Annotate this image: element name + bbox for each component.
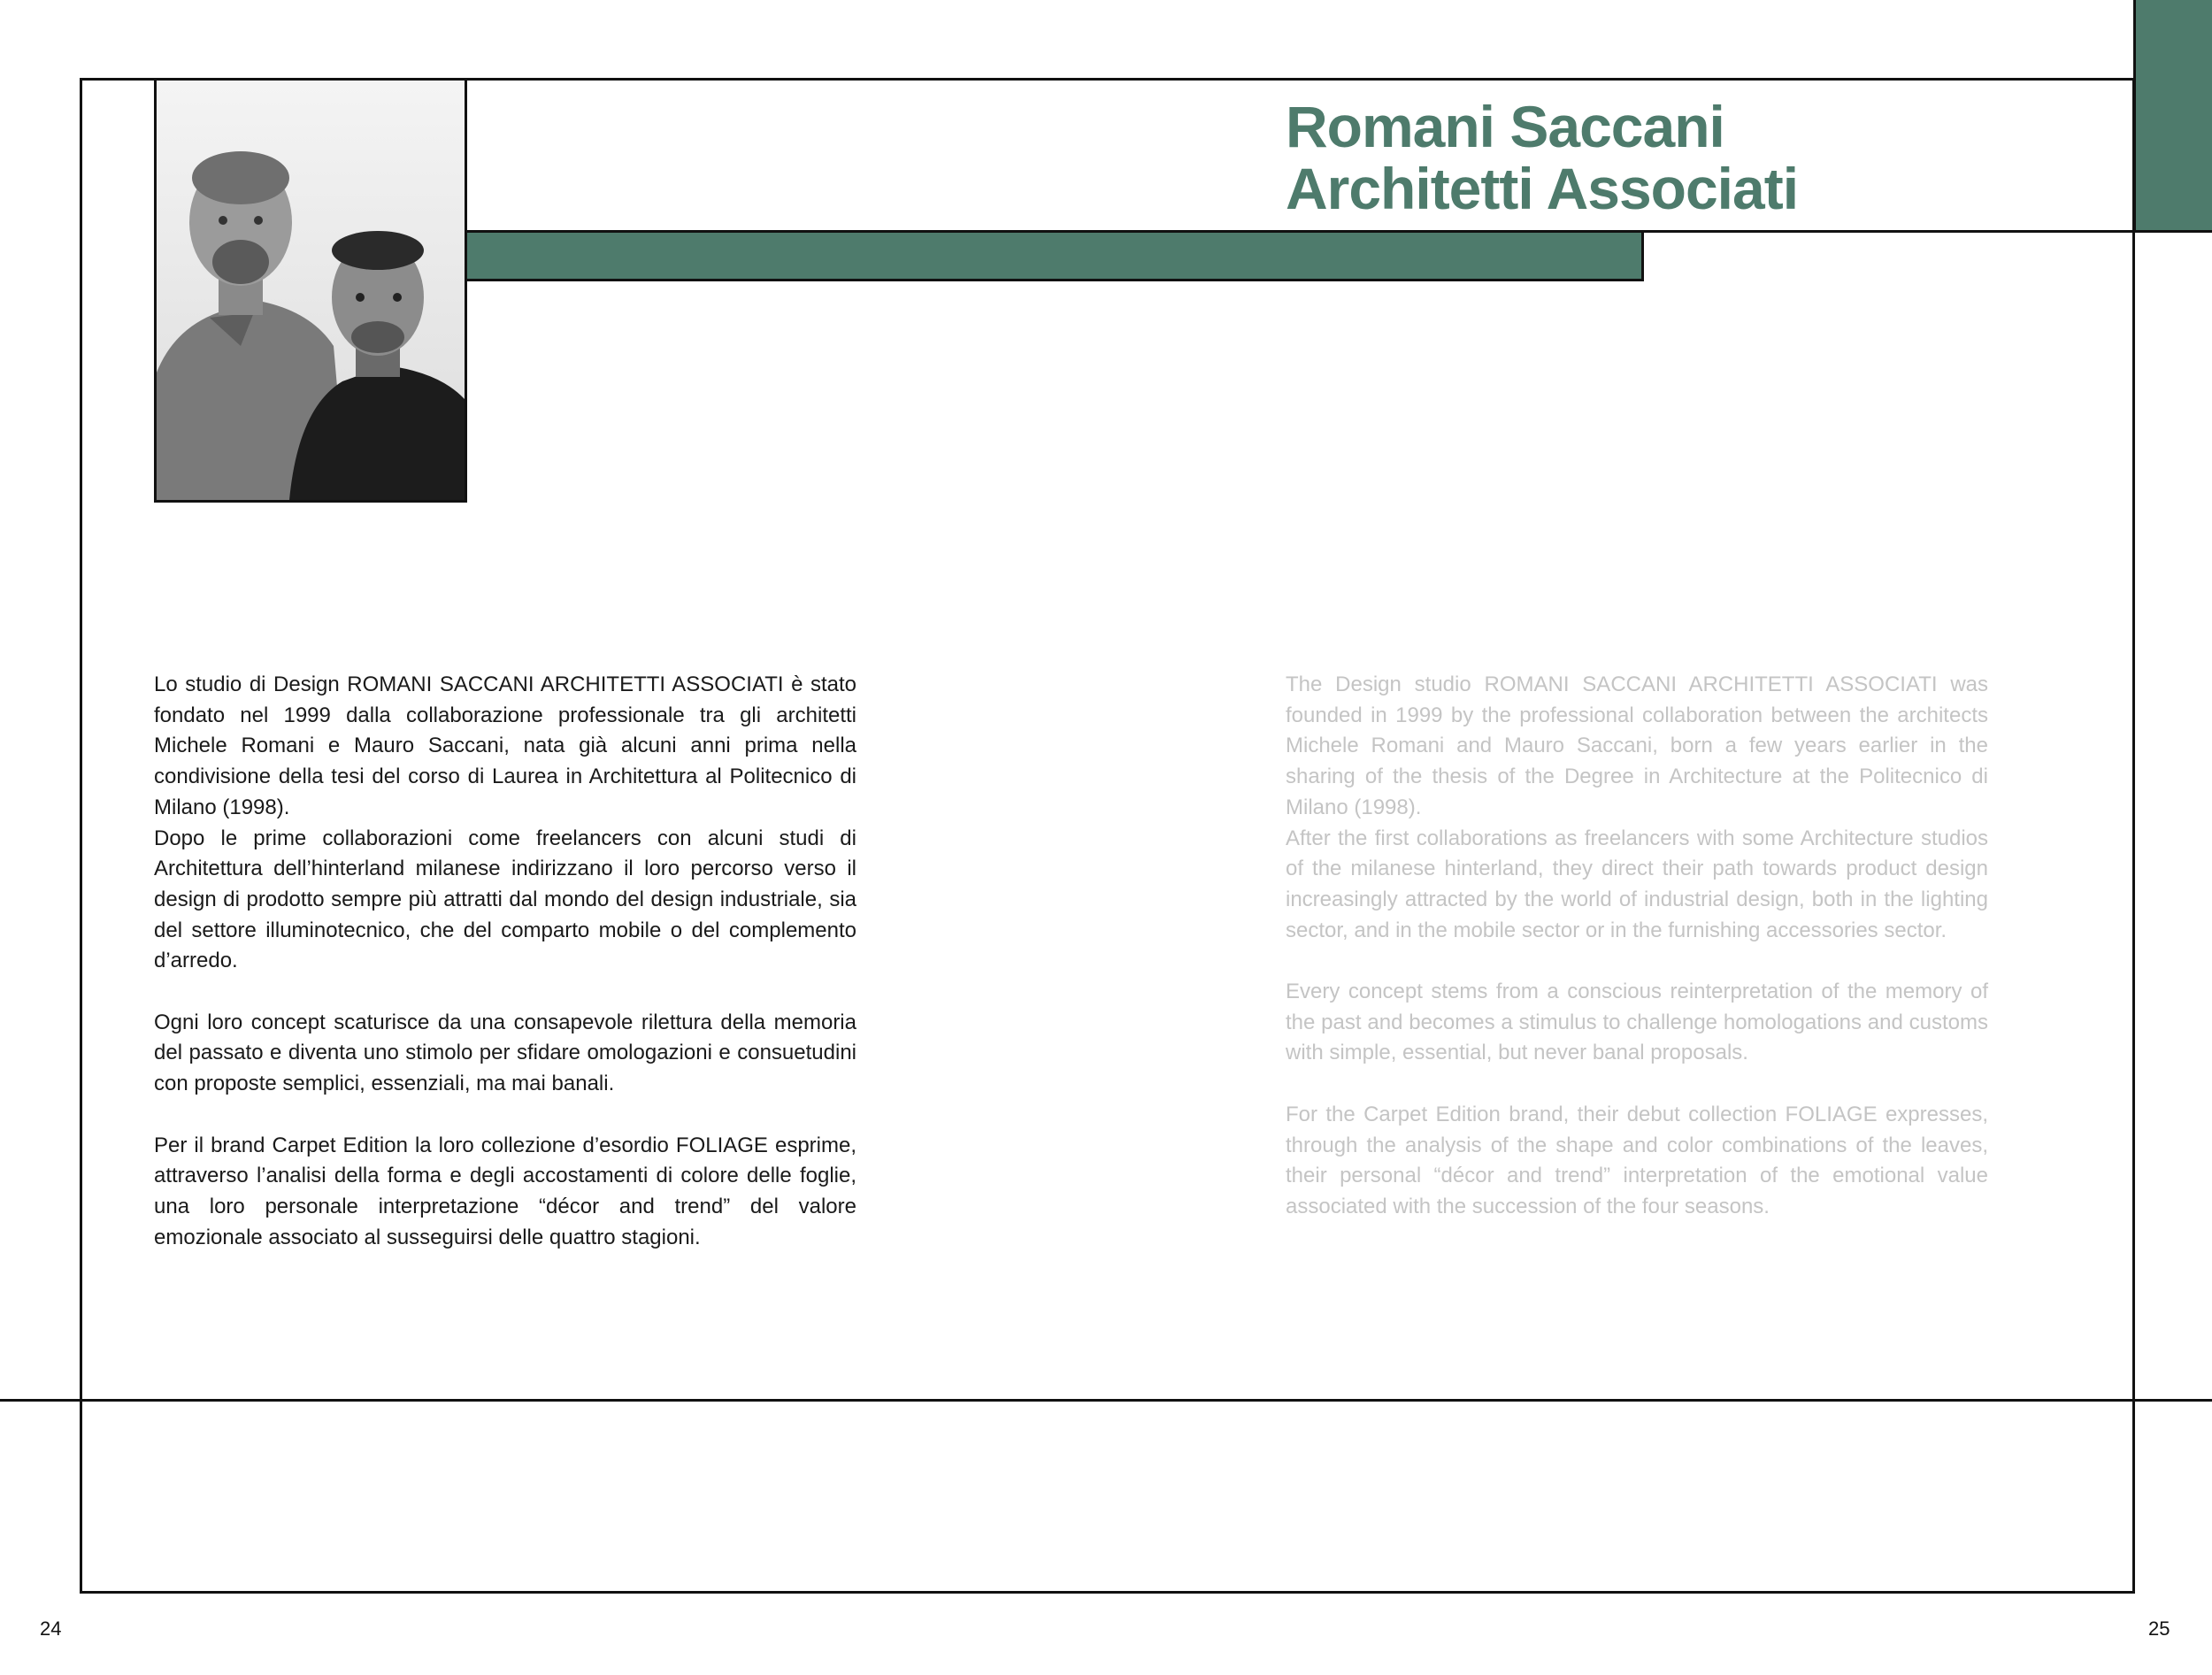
english-text-column [1286,670,1988,1253]
portrait-photo-icon [157,81,465,500]
english-paragraph-3: For the Carpet Edition brand, their debut collection FOLIAGE expresses, through the analysis of the shape and color combinations of the leaves, their personal “décor and trend” interpretation of the emotional value associated with the succession of the four seasons. [1286,1102,1988,1218]
title-line-2: Architetti Associati [1286,156,1799,221]
italian-paragraph-2: Ogni loro concept scaturisce da una consapevole rilettura della memoria del passato e diventa uno stimolo per sfidare omologazioni e consuetudini con proposte semplici, essenziali, ma mai banali. [154,1010,856,1096]
accent-corner-block [2133,0,2212,233]
page-number-left: 24 [40,1617,62,1640]
italian-text-column [154,670,856,1284]
italian-paragraph-1: Lo studio di Design ROMANI SACCANI ARCHITETTI ASSOCIATI è stato fondato nel 1999 dalla collaborazione professionale tra gli architetti Michele Romani e Mauro Saccani, nata già alcuni anni prima nella condivisione della tesi del corso di Laurea in Architettura al Politecnico di Milano (1998). [154,672,856,819]
english-paragraph-1: The Design studio ROMANI SACCANI ARCHITETTI ASSOCIATI was founded in 1999 by the professional collaboration between the architects Michele Romani and Mauro Saccani, born a few years earlier in the sharing of the thesis of the Degree in Architecture at the Politecnico di Milano (1998). [1286,672,1988,819]
accent-bar [465,230,1644,281]
english-paragraph-2: Every concept stems from a conscious reinterpretation of the memory of the past and becomes a stimulus to challenge homologations and customs with simple, essential, but never banal proposals. [1286,980,1988,1065]
bottom-divider-line [0,1399,2212,1402]
italian-paragraph-1b: Dopo le prime collaborazioni come freelancers con alcuni studi di Architettura dell’hinterland milanese indirizzano il loro percorso verso il design di prodotto sempre più attratti dal mondo del design industriale, sia del settore illuminotecnico, che del comparto mobile o del complemento d’arredo. [154,826,856,973]
page-number-right: 25 [2148,1617,2170,1640]
designers-portrait-photo [154,78,467,503]
title-line-1: Romani Saccani [1286,94,1724,159]
page-title [1286,96,1798,219]
english-paragraph-1b: After the first collaborations as freelancers with some Architecture studios of the milanese hinterland, they direct their path towards product design increasingly attracted by the world of industrial design, both in the lighting sector, and in the mobile sector or in the furnishing accessories sector. [1286,826,1988,942]
italian-paragraph-3: Per il brand Carpet Edition la loro collezione d’esordio FOLIAGE esprime, attraverso l’analisi della forma e degli accostamenti di colore delle foglie, una loro personale interpretazione “décor and trend” del valore emozionale associato al susseguirsi delle quattro stagioni. [154,1133,856,1249]
